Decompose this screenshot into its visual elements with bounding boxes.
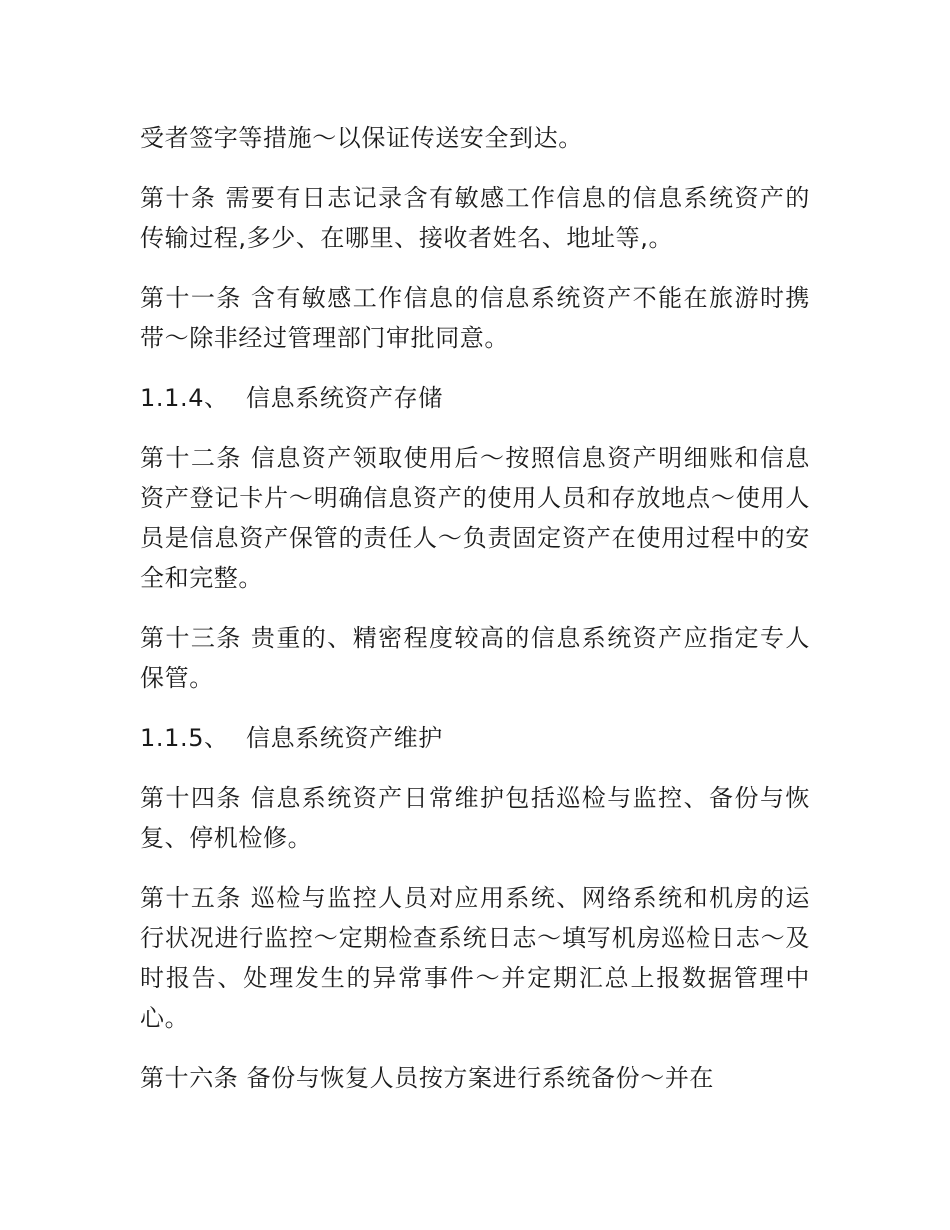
section-title: 信息系统资产存储 [246, 384, 443, 412]
paragraph-article-14: 第十四条 信息系统资产日常维护包括巡检与监控、备份与恢复、停机检修。 [140, 784, 810, 852]
document-body [140, 118, 810, 1118]
section-number: 1.1.5、 [140, 724, 229, 752]
section-heading-maintenance [140, 718, 810, 758]
paragraph-article-13: 第十三条 贵重的、精密程度较高的信息系统资产应指定专人保管。 [140, 624, 810, 692]
section-heading-storage [140, 378, 810, 418]
paragraph-article-11: 第十一条 含有敏感工作信息的信息系统资产不能在旅游时携带～除非经过管理部门审批同意。 [140, 284, 810, 352]
paragraph-article-10: 第十条 需要有日志记录含有敏感工作信息的信息系统资产的传输过程,多少、在哪里、接收者姓名、地址等,。 [140, 184, 810, 252]
paragraph-continuation: 受者签字等措施～以保证传送安全到达。 [140, 124, 583, 152]
paragraph-article-15: 第十五条 巡检与监控人员对应用系统、网络系统和机房的运行状况进行监控～定期检查系统日志～填写机房巡检日志～及时报告、处理发生的异常事件～并定期汇总上报数据管理中心。 [140, 884, 810, 1032]
paragraph-article-12: 第十二条 信息资产领取使用后～按照信息资产明细账和信息资产登记卡片～明确信息资产的使用人员和存放地点～使用人员是信息资产保管的责任人～负责固定资产在使用过程中的安全和完整。 [140, 444, 810, 592]
section-title: 信息系统资产维护 [246, 724, 443, 752]
section-number: 1.1.4、 [140, 384, 229, 412]
paragraph-article-16: 第十六条 备份与恢复人员按方案进行系统备份～并在 [140, 1064, 715, 1092]
